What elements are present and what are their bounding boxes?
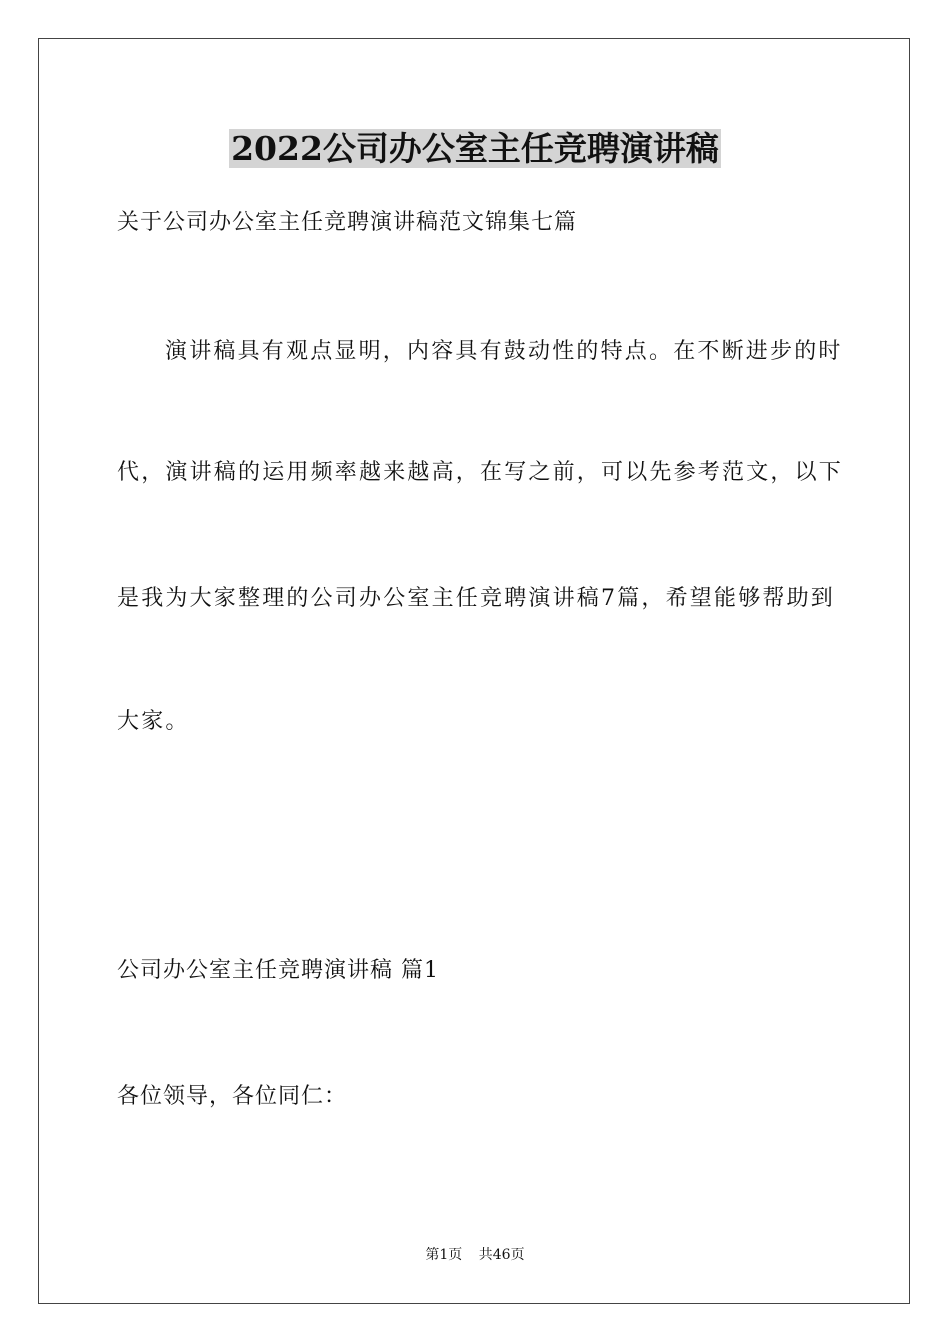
greeting: 各位领导，各位同仁： [117, 1084, 348, 1109]
page-number: 第1页 [425, 1247, 463, 1263]
section-heading: 公司办公室主任竞聘演讲稿 篇1 [117, 958, 439, 983]
intro-line-4: 大家。 [117, 709, 190, 734]
document-title-text: 2022公司办公室主任竞聘演讲稿 [231, 129, 719, 168]
document-title [0, 125, 950, 173]
page-total: 共46页 [478, 1247, 525, 1263]
page-footer [0, 1245, 950, 1265]
document-subtitle: 关于公司办公室主任竞聘演讲稿范文锦集七篇 [117, 210, 578, 235]
intro-line-1: 演讲稿具有观点显明，内容具有鼓动性的特点。在不断进步的时 [165, 339, 843, 364]
intro-line-3: 是我为大家整理的公司办公室主任竞聘演讲稿7篇，希望能够帮助到 [117, 586, 835, 611]
intro-line-2: 代，演讲稿的运用频率越来越高，在写之前，可以先参考范文，以下 [117, 460, 844, 485]
